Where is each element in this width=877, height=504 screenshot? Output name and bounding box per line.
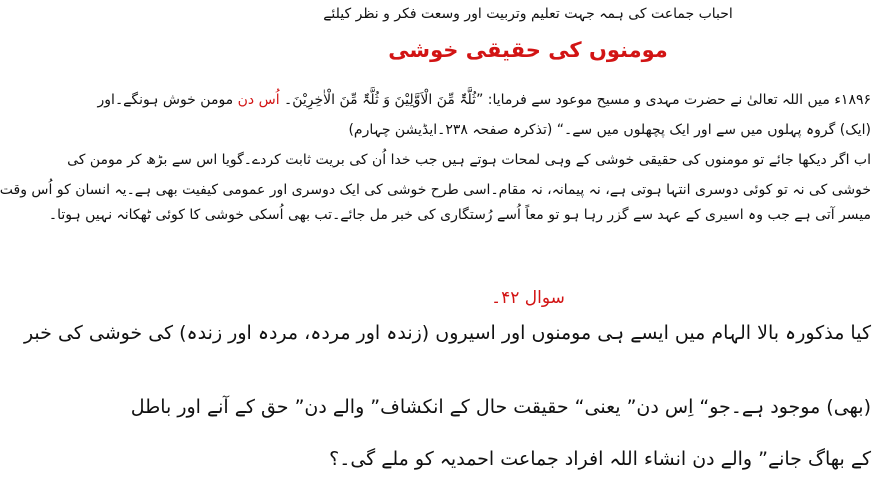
highlight-us-din: اُس دن <box>237 92 280 108</box>
paragraph-line-2: (ایک) گروہ پہلوں میں سے اور ایک پچھلوں میں سے۔“ (تذکرہ صفحہ ۲۳۸۔ایڈیشن چہارم) <box>348 122 871 138</box>
header-text: احباب جماعت کی ہمہ جہت تعلیم وتربیت اور وسعت فکر و نظر کیلئے <box>323 6 733 22</box>
question-label: سوال ۴۲۔ <box>491 288 565 308</box>
page-title: مومنوں کی حقیقی خوشی <box>388 38 668 62</box>
question-line-2: (بھی) موجود ہے۔جو“ اِس دن” یعنی“ حقیقت حال کے انکشاف” والے دن” حق کے آنے اور باطل <box>130 396 871 418</box>
paragraph-line-1-end: مومن خوش ہونگے۔اور <box>97 92 234 108</box>
question-line-3: کے بھاگ جانے” والے دن انشاء اللہ افراد جماعت احمدیہ کو ملے گی۔؟ <box>329 448 871 470</box>
paragraph-line-1 <box>97 92 871 109</box>
paragraph-line-3: اب اگر دیکھا جائے تو مومنوں کی حقیقی خوشی کے وہی لمحات ہوتے ہیں جب خدا اُن کی بریت ثابت کردے۔گویا اس سے بڑھ کر مومن کی <box>67 152 871 168</box>
paragraph-line-5: میسر آتی ہے جب وہ اسیری کے عہد سے گزر رہا ہو تو معاً اُسے رُستگاری کی خبر مل جائے۔تب بھی اُسکی خوشی کا کوئی ٹھکانہ نہیں ہوتا۔ <box>48 207 871 223</box>
paragraph-line-4: خوشی کی نہ تو کوئی دوسری انتہا ہوتی ہے، نہ پیمانہ، نہ مقام۔اسی طرح خوشی کی ایک دوسری اور عمومی کیفیت بھی ہے۔یہ انسان کو اُس وقت <box>0 182 871 198</box>
paragraph-line-1-start: ۱۸۹۶ء میں اللہ تعالیٰ نے حضرت مہدی و مسیح موعود سے فرمایا: ”ثُلَّۃٌ مِّنَ الْاَوَّلِیْنَ وَ ثُلَّۃٌ مِّنَ الْاٰخِرِیْنَ۔ <box>284 92 871 108</box>
question-line-1: کیا مذکورہ بالا الہام میں ایسے ہی مومنوں اور اسیروں (زندہ اور مردہ، مردہ اور زندہ) کی خوشی کی خبر <box>23 322 871 344</box>
